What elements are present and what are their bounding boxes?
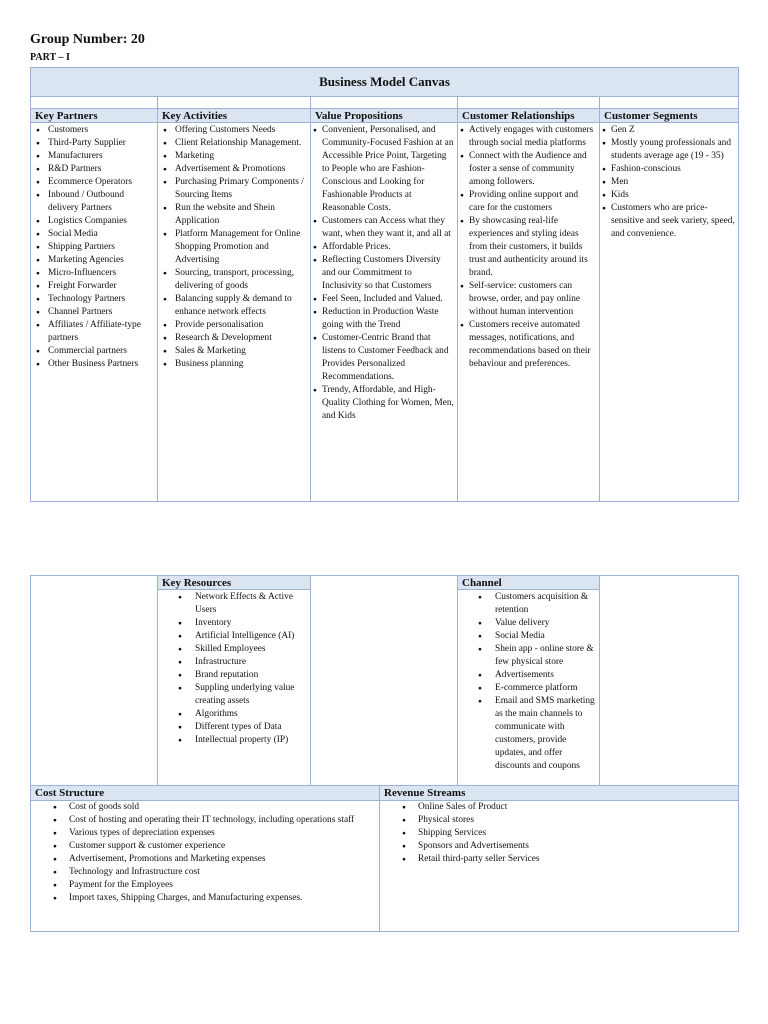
list-item: ● Offering Customers Needs bbox=[158, 124, 307, 137]
customer-segments-column bbox=[599, 97, 738, 501]
list-item: ● Customers bbox=[31, 124, 154, 137]
list-item: ● Ecommerce Operators bbox=[31, 176, 154, 189]
list-item: ● Purchasing Primary Components / Sourcing Items bbox=[158, 176, 307, 202]
list-item: ● Inbound / Outbound delivery Partners bbox=[31, 189, 154, 215]
list-item: ● Intellectual property (IP) bbox=[158, 734, 310, 747]
list-item: ● Import taxes, Shipping Charges, and Manufacturing expenses. bbox=[31, 892, 379, 905]
list-item: ● Email and SMS marketing as the main channels to communicate with customers, provide updates, and offer discounts and coupons bbox=[458, 695, 599, 773]
key-resources-list bbox=[158, 591, 310, 747]
list-item: ● Sponsors and Advertisements bbox=[380, 840, 738, 853]
value-propositions-column bbox=[310, 97, 457, 501]
list-item: ● Freight Forwarder bbox=[31, 280, 154, 293]
list-item: ● Run the website and Shein Application bbox=[158, 202, 307, 228]
value-propositions-list bbox=[311, 124, 457, 423]
list-item: ● Feel Seen, Included and Valued. bbox=[311, 293, 454, 306]
list-item: ● Kids bbox=[600, 189, 735, 202]
list-item: ● Inventory bbox=[158, 617, 310, 630]
revenue-streams-list bbox=[380, 801, 738, 866]
list-item: ● Suppling underlying value creating assets bbox=[158, 682, 310, 708]
empty-cell bbox=[31, 576, 157, 785]
customer-relationships-list bbox=[458, 124, 599, 371]
list-item: ● Technology and Infrastructure cost bbox=[31, 866, 379, 879]
list-item: ● Sales & Marketing bbox=[158, 345, 307, 358]
list-item: ● Artificial Intelligence (AI) bbox=[158, 630, 310, 643]
customer-segments-list bbox=[600, 124, 738, 241]
list-item: ● Different types of Data bbox=[158, 721, 310, 734]
customer-segments-heading: Customer Segments bbox=[600, 109, 738, 123]
list-item: ● Actively engages with customers through social media platforms bbox=[458, 124, 596, 150]
list-item: ● Client Relationship Management. bbox=[158, 137, 307, 150]
list-item: ● Payment for the Employees bbox=[31, 879, 379, 892]
list-item: ● Customers who are price-sensitive and seek variety, speed, and convenience. bbox=[600, 202, 735, 241]
list-item: ● Self-service: customers can browse, order, and pay online without human intervention bbox=[458, 280, 596, 319]
key-resources-heading: Key Resources bbox=[158, 576, 310, 590]
customer-relationships-column bbox=[457, 97, 599, 501]
key-activities-column bbox=[157, 97, 310, 501]
key-activities-heading: Key Activities bbox=[158, 109, 310, 123]
channel-heading: Channel bbox=[458, 576, 599, 590]
list-item: ● Shein app - online store & few physical store bbox=[458, 643, 599, 669]
list-item: ● Brand reputation bbox=[158, 669, 310, 682]
key-partners-heading: Key Partners bbox=[31, 109, 157, 123]
list-item: ● Algorithms bbox=[158, 708, 310, 721]
cost-structure-heading: Cost Structure bbox=[31, 786, 379, 801]
revenue-streams-heading: Revenue Streams bbox=[380, 786, 738, 801]
list-item: ● Manufacturers bbox=[31, 150, 154, 163]
empty-cell bbox=[310, 576, 457, 785]
key-activities-list bbox=[158, 124, 310, 371]
list-item: ● Technology Partners bbox=[31, 293, 154, 306]
list-item: ● Social Media bbox=[458, 630, 599, 643]
list-item: ● Affiliates / Affiliate-type partners bbox=[31, 319, 154, 345]
list-item: ● Advertisement, Promotions and Marketing expenses bbox=[31, 853, 379, 866]
list-item: ● Reduction in Production Waste going with the Trend bbox=[311, 306, 454, 332]
list-item: ● Other Business Partners bbox=[31, 358, 154, 371]
list-item: ● By showcasing real-life experiences and styling ideas from their customers, it builds trust and authenticity around its brand. bbox=[458, 215, 596, 280]
cost-structure-column bbox=[31, 786, 379, 931]
group-number: Group Number: 20 bbox=[30, 32, 145, 47]
list-item: ● Convenient, Personalised, and Community-Focused Fashion at an Accessible Price Point, Targeting to People who are Fashion-Conscious and Looking for Fashionable Products at Reasonable Costs. bbox=[311, 124, 454, 215]
canvas-title: Business Model Canvas bbox=[31, 68, 738, 97]
list-item: ● Platform Management for Online Shopping Promotion and Advertising bbox=[158, 228, 307, 267]
list-item: ● Providing online support and care for the customers bbox=[458, 189, 596, 215]
list-item: ● Third-Party Supplier bbox=[31, 137, 154, 150]
list-item: ● Logistics Companies bbox=[31, 215, 154, 228]
list-item: ● Customers can Access what they want, when they want it, and all at bbox=[311, 215, 454, 241]
business-model-canvas-top bbox=[30, 67, 739, 502]
list-item: ● Provide personalisation bbox=[158, 319, 307, 332]
list-item: ● Shipping Partners bbox=[31, 241, 154, 254]
list-item: ● Customers acquisition & retention bbox=[458, 591, 599, 617]
key-partners-list bbox=[31, 124, 157, 371]
list-item: ● Social Media bbox=[31, 228, 154, 241]
list-item: ● Shipping Services bbox=[380, 827, 738, 840]
business-model-canvas-bottom bbox=[30, 785, 739, 932]
list-item: ● Marketing bbox=[158, 150, 307, 163]
list-item: ● Retail third-party seller Services bbox=[380, 853, 738, 866]
list-item: ● Commercial partners bbox=[31, 345, 154, 358]
value-propositions-heading: Value Propositions bbox=[311, 109, 457, 123]
list-item: ● Cost of goods sold bbox=[31, 801, 379, 814]
empty-cell bbox=[599, 576, 738, 785]
part-label: PART – I bbox=[30, 52, 70, 63]
list-item: ● Sourcing, transport, processing, delivering of goods bbox=[158, 267, 307, 293]
list-item: ● Connect with the Audience and foster a sense of community among followers. bbox=[458, 150, 596, 189]
list-item: ● Customer support & customer experience bbox=[31, 840, 379, 853]
list-item: ● Trendy, Affordable, and High-Quality Clothing for Women, Men, and Kids bbox=[311, 384, 454, 423]
list-item: ● E-commerce platform bbox=[458, 682, 599, 695]
list-item: ● Value delivery bbox=[458, 617, 599, 630]
list-item: ● Reflecting Customers Diversity and our Commitment to Inclusivity so that Customers bbox=[311, 254, 454, 293]
list-item: ● Skilled Employees bbox=[158, 643, 310, 656]
list-item: ● Advertisement & Promotions bbox=[158, 163, 307, 176]
list-item: ● Advertisements bbox=[458, 669, 599, 682]
list-item: ● Cost of hosting and operating their IT technology, including operations staff bbox=[31, 814, 379, 827]
list-item: ● Channel Partners bbox=[31, 306, 154, 319]
list-item: ● Customers receive automated messages, notifications, and recommendations based on their behaviour and preferences. bbox=[458, 319, 596, 371]
list-item: ● Affordable Prices. bbox=[311, 241, 454, 254]
list-item: ● Gen Z bbox=[600, 124, 735, 137]
list-item: ● Network Effects & Active Users bbox=[158, 591, 310, 617]
list-item: ● Micro-Influencers bbox=[31, 267, 154, 280]
list-item: ● Infrastructure bbox=[158, 656, 310, 669]
list-item: ● Balancing supply & demand to enhance network effects bbox=[158, 293, 307, 319]
list-item: ● Marketing Agencies bbox=[31, 254, 154, 267]
list-item: ● Online Sales of Product bbox=[380, 801, 738, 814]
cost-structure-list bbox=[31, 801, 379, 905]
list-item: ● Customer-Centric Brand that listens to Customer Feedback and Provides Personalized Recommendations. bbox=[311, 332, 454, 384]
channel-column bbox=[457, 576, 599, 785]
channel-list bbox=[458, 591, 599, 773]
business-model-canvas-middle bbox=[30, 575, 739, 786]
list-item: ● Mostly young professionals and students average age (19 - 35) bbox=[600, 137, 735, 163]
key-partners-column bbox=[31, 97, 157, 501]
list-item: ● R&D Partners bbox=[31, 163, 154, 176]
revenue-streams-column bbox=[379, 786, 738, 931]
list-item: ● Various types of depreciation expenses bbox=[31, 827, 379, 840]
list-item: ● Business planning bbox=[158, 358, 307, 371]
list-item: ● Fashion-conscious bbox=[600, 163, 735, 176]
list-item: ● Men bbox=[600, 176, 735, 189]
list-item: ● Research & Development bbox=[158, 332, 307, 345]
customer-relationships-heading: Customer Relationships bbox=[458, 109, 599, 123]
key-resources-column bbox=[157, 576, 310, 785]
list-item: ● Physical stores bbox=[380, 814, 738, 827]
